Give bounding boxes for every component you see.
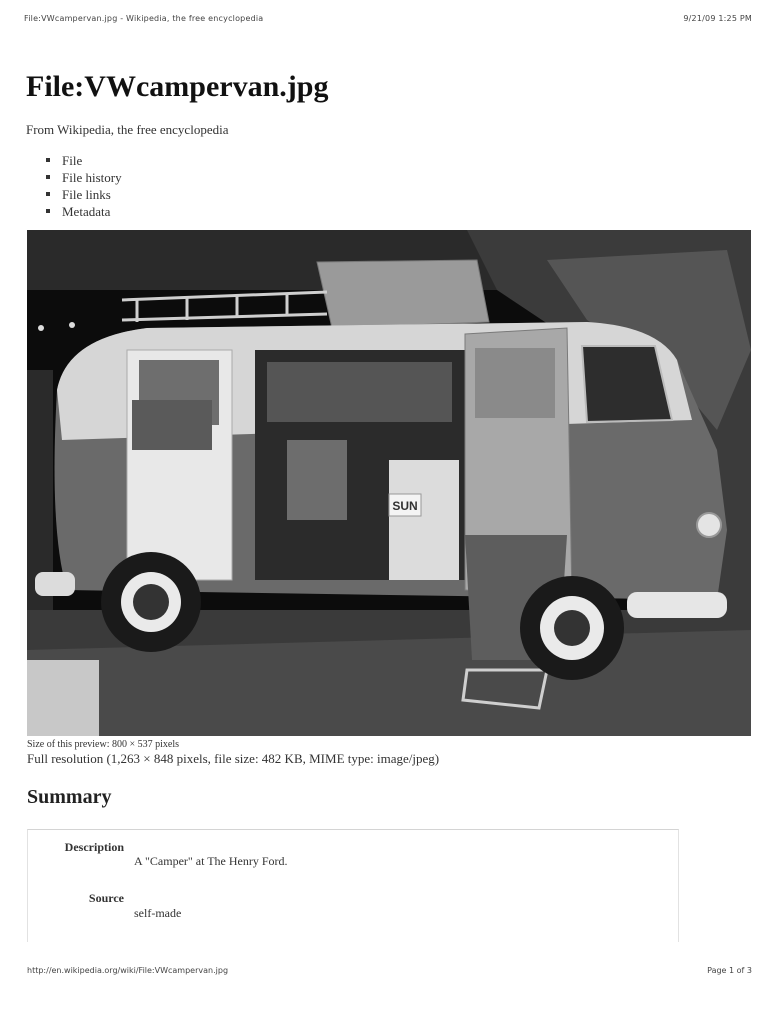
front-bumper: [627, 592, 727, 618]
print-footer-page: Page 1 of 3: [707, 966, 752, 975]
print-header: [24, 14, 752, 23]
full-resolution-details: (1,263 × 848 pixels, file size: 482 KB, MIME type: image/jpeg): [106, 751, 440, 766]
cabinet: [389, 460, 459, 580]
print-header-datetime: 9/21/09 1:25 PM: [683, 14, 752, 23]
summary-row-label: Description: [64, 840, 124, 854]
windshield: [582, 346, 672, 422]
summary-heading: Summary: [27, 786, 112, 808]
print-footer: [27, 966, 752, 975]
print-footer-url: http://en.wikipedia.org/wiki/File:VWcampervan.jpg: [27, 966, 229, 975]
interior-curtains: [267, 362, 452, 422]
cooler: [132, 400, 212, 450]
summary-row-value: self-made: [134, 906, 182, 920]
toc-link-file-links[interactable]: File links: [62, 187, 111, 202]
toc-item-file-links[interactable]: [44, 186, 122, 203]
light: [38, 325, 44, 331]
full-resolution-link[interactable]: Full resolution: [27, 751, 104, 766]
light: [69, 322, 75, 328]
summary-row-label: Source: [88, 891, 124, 905]
poptop-roof: [317, 260, 489, 328]
summary-table: [27, 829, 679, 942]
toc-item-file-history[interactable]: [44, 169, 122, 186]
headlight: [697, 513, 721, 537]
image-preview[interactable]: [27, 230, 751, 736]
preview-size-text: Size of this preview: 800 × 537 pixels: [27, 739, 180, 750]
foreground-box: [27, 660, 99, 736]
rear-hubcap: [133, 584, 169, 620]
full-resolution-line: [27, 751, 439, 767]
site-sub: From Wikipedia, the free encyclopedia: [26, 122, 229, 137]
table-of-contents: [44, 152, 122, 220]
toc-item-metadata[interactable]: [44, 203, 122, 220]
sun-sign-text: SUN: [392, 499, 418, 513]
toc-link-metadata[interactable]: Metadata: [62, 204, 111, 219]
page-title: File:VWcampervan.jpg: [26, 70, 329, 103]
summary-row-value: A "Camper" at The Henry Ford.: [134, 854, 288, 868]
front-hubcap: [554, 610, 590, 646]
door-curtain-right: [475, 348, 555, 418]
rear-bumper: [35, 572, 75, 596]
toc-link-file-history[interactable]: File history: [62, 170, 122, 185]
print-header-title: File:VWcampervan.jpg - Wikipedia, the free encyclopedia: [24, 14, 264, 23]
seat: [287, 440, 347, 520]
campervan-photo: [27, 230, 751, 736]
toc-link-file[interactable]: File: [62, 153, 83, 168]
toc-item-file[interactable]: [44, 152, 122, 169]
